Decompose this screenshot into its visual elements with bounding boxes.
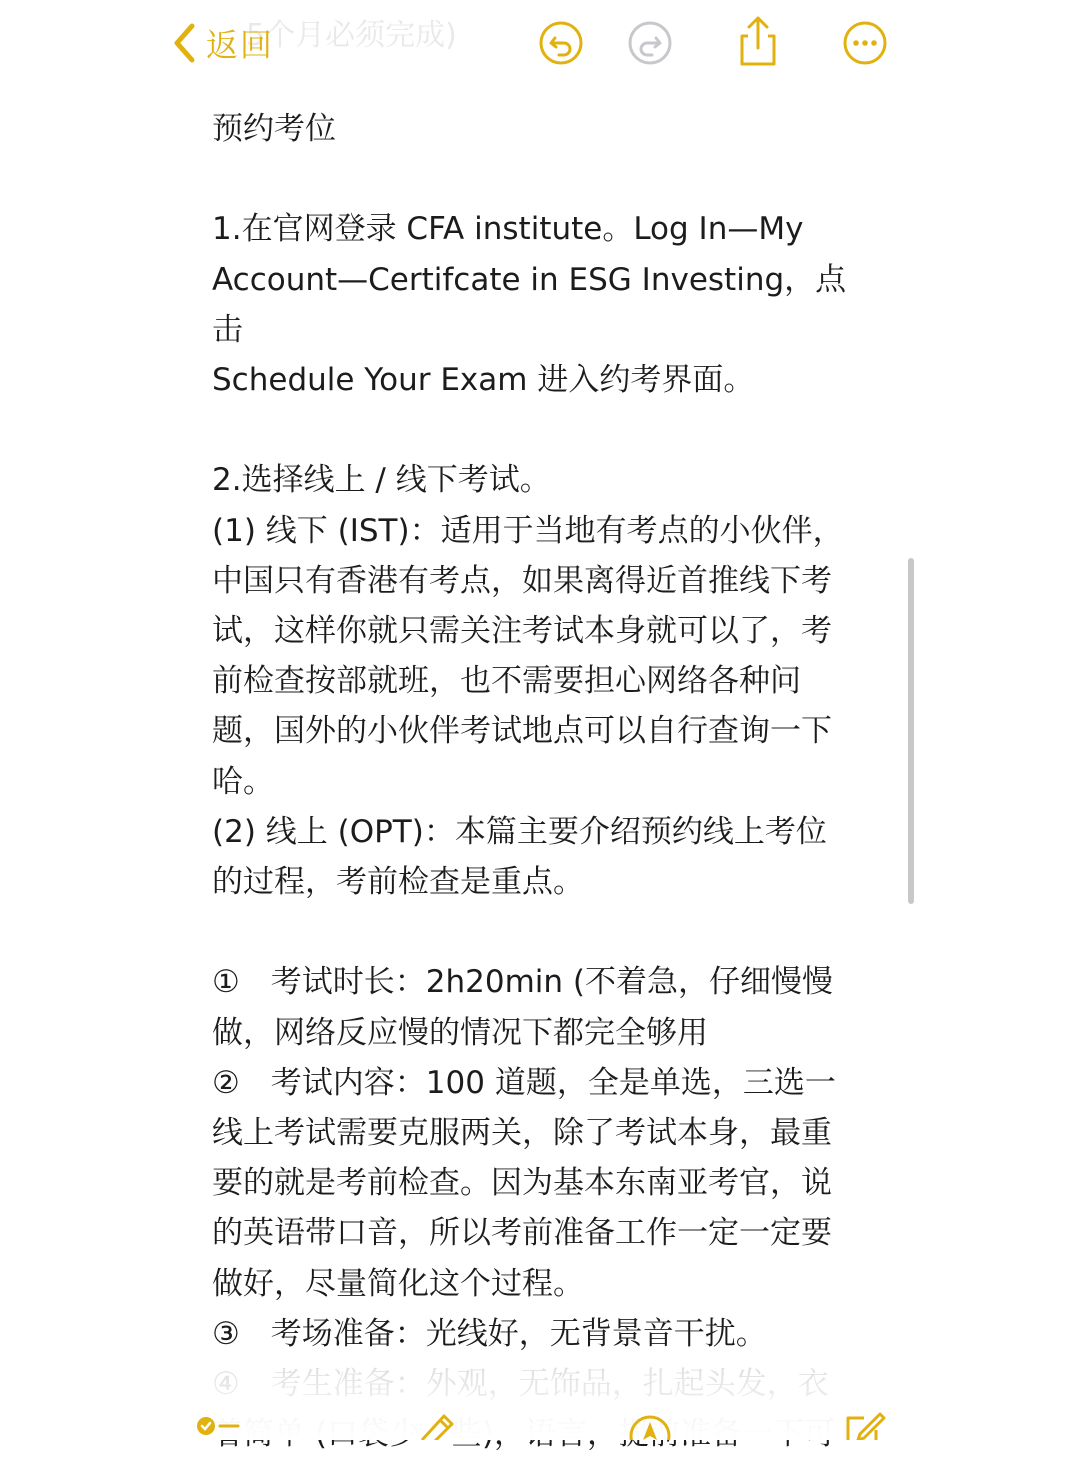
note-line: 题，国外的小伙伴考试地点可以自行查询一下 [212, 713, 832, 750]
note-line: 做，网络反应慢的情况下都完全够用 [212, 1014, 708, 1051]
redo-icon[interactable] [627, 20, 673, 66]
note-line: ① 考试时长：2h20min (不着急，仔细慢慢 [212, 964, 834, 1001]
location-icon[interactable] [628, 1406, 672, 1440]
note-line: 的英语带口音，所以考前准备工作一定一定要 [212, 1215, 832, 1252]
note-line: Account—Certifcate in ESG Investing，点击 [212, 261, 847, 348]
markup-pen-icon[interactable] [414, 1406, 458, 1440]
note-line: 线上考试需要克服两关，除了考试本身，最重 [212, 1115, 832, 1152]
scrollbar[interactable] [908, 558, 914, 904]
faded-note-title: 5个月必须完成) [246, 18, 457, 53]
note-line: 1.在官网登录 CFA institute。Log In—My [212, 211, 804, 248]
top-toolbar [0, 0, 1080, 90]
blank-line [212, 405, 872, 455]
note-line: 试，这样你就只需关注考试本身就可以了，考 [212, 613, 832, 649]
bottom-toolbar [0, 1362, 1080, 1440]
note-line: 前检查按部就班，也不需要担心网络各种问 [212, 663, 801, 700]
note-line: 哈。 [212, 763, 274, 800]
note-line: (2) 线上 (OPT)：本篇主要介绍预约线上考位 [212, 813, 827, 850]
share-icon[interactable] [735, 14, 781, 68]
note-line: 2.选择线上 / 线下考试。 [212, 462, 551, 499]
note-line: 做好，尽量简化这个过程。 [212, 1265, 584, 1302]
note-line: Schedule Your Exam 进入约考界面。 [212, 362, 755, 398]
note-body[interactable] [212, 104, 872, 1459]
more-icon[interactable] [842, 20, 888, 66]
note-line: 的过程，考前检查是重点。 [212, 864, 584, 901]
note-line: 要的就是考前检查。因为基本东南亚考官，说 [212, 1165, 832, 1202]
blank-line [212, 907, 872, 957]
blank-line [212, 154, 872, 204]
note-line: ② 考试内容：100 道题，全是单选，三选一 [212, 1064, 836, 1101]
back-label: 返回 [206, 26, 275, 64]
back-button[interactable] [172, 20, 274, 66]
note-line: 中国只有香港有考点，如果离得近首推线下考 [212, 562, 832, 599]
note-heading: 预约考位 [212, 111, 336, 147]
chevron-left-icon [172, 22, 196, 64]
compose-icon[interactable] [842, 1406, 886, 1440]
checklist-icon[interactable] [196, 1406, 240, 1440]
note-line: (1) 线下 (IST)：适用于当地有考点的小伙伴， [212, 512, 844, 549]
note-line: ③ 考场准备：光线好，无背景音干扰。 [212, 1315, 767, 1352]
undo-icon[interactable] [538, 20, 584, 66]
